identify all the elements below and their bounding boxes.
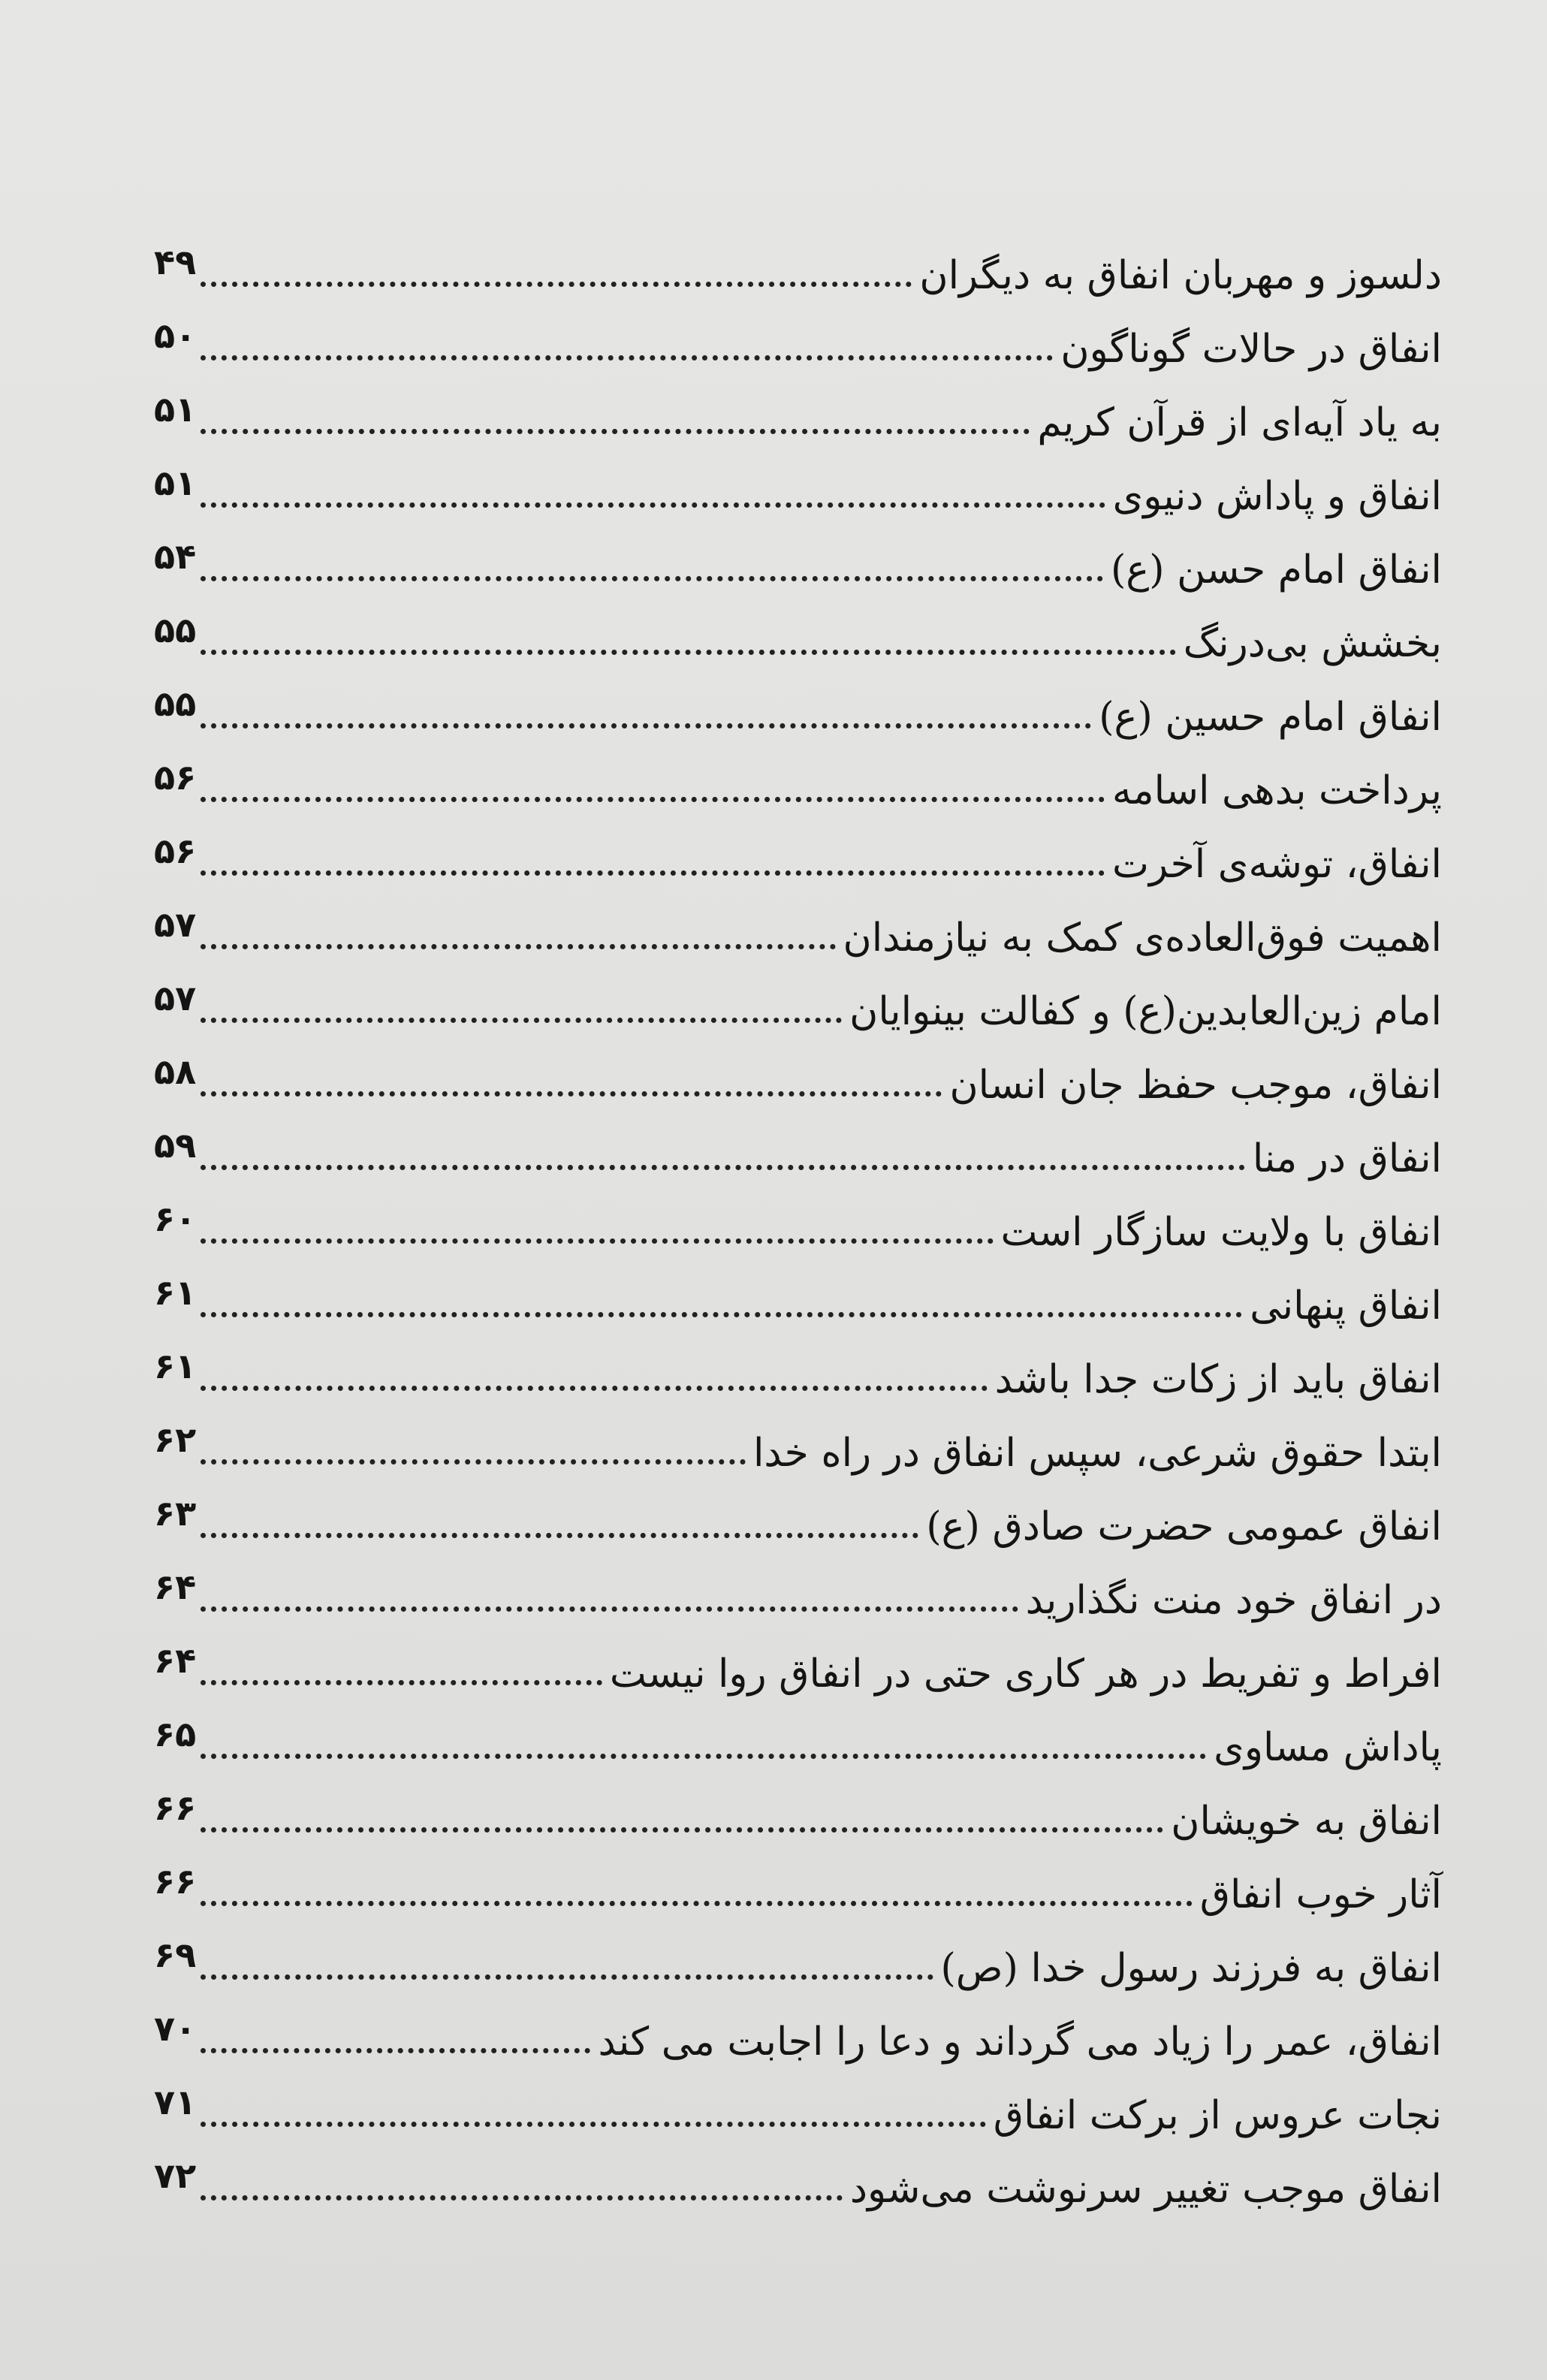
entry-title: امام زین‌العابدین(ع) و کفالت بینوایان xyxy=(849,989,1442,1035)
entry-title: انفاق در حالات گوناگون xyxy=(1060,327,1442,373)
toc-entry xyxy=(154,741,1442,814)
toc-entry xyxy=(154,814,1442,888)
entry-page-number: ۵۵ xyxy=(154,683,197,725)
entry-title: نجات عروس از برکت انفاق xyxy=(993,2093,1442,2139)
entry-title: انفاق باید از زکات جدا باشد xyxy=(994,1357,1442,1403)
entry-page-number: ۶۵ xyxy=(154,1714,197,1755)
entry-title: انفاق موجب تغییر سرنوشت می‌شود xyxy=(849,2167,1442,2213)
toc-entry xyxy=(154,446,1442,520)
entry-page-number: ۶۶ xyxy=(154,1861,197,1902)
dot-leader xyxy=(201,2122,986,2127)
toc-entry xyxy=(154,667,1442,741)
entry-page-number: ۷۲ xyxy=(154,2155,197,2197)
entry-page-number: ۵۰ xyxy=(154,315,197,357)
entry-title: پاداش مساوی xyxy=(1214,1725,1442,1771)
dot-leader xyxy=(201,797,1105,802)
toc-entry xyxy=(154,1256,1442,1329)
entry-title: انفاق، موجب حفظ جان انسان xyxy=(949,1063,1442,1109)
dot-leader xyxy=(201,429,1030,434)
entry-title: انفاق در منا xyxy=(1252,1136,1442,1182)
dot-leader xyxy=(201,650,1175,655)
toc-entry xyxy=(154,1477,1442,1550)
table-of-contents xyxy=(154,225,1442,2213)
toc-entry xyxy=(154,1403,1442,1477)
entry-page-number: ۶۱ xyxy=(154,1272,197,1314)
entry-title: انفاق عمومی حضرت صادق (ع) xyxy=(926,1504,1442,1550)
entry-title: انفاق امام حسین (ع) xyxy=(1099,695,1442,741)
toc-entry xyxy=(154,1992,1442,2065)
dot-leader xyxy=(201,282,912,287)
entry-title: به یاد آیه‌ای از قرآن کریم xyxy=(1037,400,1442,446)
entry-page-number: ۴۹ xyxy=(154,242,197,283)
entry-title: ابتدا حقوق شرعی، سپس انفاق در راه خدا xyxy=(752,1431,1442,1477)
entry-title: انفاق، عمر را زیاد می گرداند و دعا را اجابت می کند xyxy=(598,2020,1442,2065)
entry-page-number: ۶۹ xyxy=(154,1935,197,1976)
entry-title: در انفاق خود منت نگذارید xyxy=(1025,1578,1442,1624)
entry-title: پرداخت بدهی اسامه xyxy=(1111,768,1442,814)
entry-page-number: ۶۱ xyxy=(154,1346,197,1387)
dot-leader xyxy=(201,1386,987,1391)
entry-page-number: ۵۴ xyxy=(154,536,197,578)
dot-leader xyxy=(201,1091,942,1096)
dot-leader xyxy=(201,1312,1242,1317)
entry-title: انفاق و پاداش دنیوی xyxy=(1112,474,1442,520)
toc-entry xyxy=(154,1329,1442,1403)
dot-leader xyxy=(201,1606,1018,1612)
toc-entry xyxy=(154,1550,1442,1624)
dot-leader xyxy=(201,355,1053,360)
dot-leader xyxy=(201,576,1103,581)
dot-leader xyxy=(201,1827,1163,1833)
entry-page-number: ۶۳ xyxy=(154,1493,197,1534)
dot-leader xyxy=(201,1680,602,1685)
toc-entry xyxy=(154,225,1442,299)
entry-page-number: ۶۶ xyxy=(154,1787,197,1829)
toc-entry xyxy=(154,961,1442,1035)
dot-leader xyxy=(201,2195,843,2201)
toc-entry xyxy=(154,888,1442,961)
dot-leader xyxy=(201,1533,918,1538)
entry-page-number: ۵۶ xyxy=(154,831,197,872)
toc-entry xyxy=(154,1182,1442,1256)
dot-leader xyxy=(201,1238,993,1244)
dot-leader xyxy=(201,1165,1245,1170)
entry-page-number: ۶۲ xyxy=(154,1419,197,1461)
dot-leader xyxy=(201,1018,842,1023)
entry-title: اهمیت فوق‌العاده‌ی کمک به نیازمندان xyxy=(843,916,1442,961)
entry-title: انفاق امام حسن (ع) xyxy=(1110,547,1442,593)
dot-leader xyxy=(201,502,1105,508)
entry-page-number: ۵۷ xyxy=(154,978,197,1019)
dot-leader xyxy=(201,1459,746,1464)
entry-page-number: ۷۰ xyxy=(154,2008,197,2050)
entry-title: انفاق به فرزند رسول خدا (ص) xyxy=(940,1946,1442,1992)
toc-entry xyxy=(154,1697,1442,1771)
entry-page-number: ۵۶ xyxy=(154,757,197,798)
entry-page-number: ۶۰ xyxy=(154,1199,197,1240)
toc-entry xyxy=(154,1109,1442,1182)
entry-title: دلسوز و مهربان انفاق به دیگران xyxy=(919,253,1442,299)
dot-leader xyxy=(201,1754,1206,1759)
toc-entry xyxy=(154,1918,1442,1992)
entry-page-number: ۵۱ xyxy=(154,389,197,430)
dot-leader xyxy=(201,2048,590,2053)
entry-title: انفاق، توشه‌ی آخرت xyxy=(1112,842,1442,888)
toc-entry xyxy=(154,1771,1442,1845)
toc-entry xyxy=(154,2139,1442,2213)
entry-page-number: ۵۸ xyxy=(154,1051,197,1093)
toc-entry xyxy=(154,593,1442,667)
entry-title: آثار خوب انفاق xyxy=(1199,1872,1442,1918)
toc-entry xyxy=(154,1845,1442,1918)
entry-title: افراط و تفریط در هر کاری حتی در انفاق روا نیست xyxy=(609,1652,1442,1697)
entry-page-number: ۵۱ xyxy=(154,463,197,504)
toc-entry xyxy=(154,520,1442,593)
dot-leader xyxy=(201,870,1105,876)
dot-leader xyxy=(201,944,835,949)
entry-page-number: ۵۵ xyxy=(154,610,197,651)
dot-leader xyxy=(201,1974,933,1980)
entry-title: انفاق پنهانی xyxy=(1250,1284,1442,1329)
toc-entry xyxy=(154,2065,1442,2139)
toc-entry xyxy=(154,299,1442,373)
toc-entry xyxy=(154,373,1442,446)
dot-leader xyxy=(201,1901,1193,1906)
entry-title: بخشش بی‌درنگ xyxy=(1183,621,1442,667)
toc-entry xyxy=(154,1035,1442,1109)
dot-leader xyxy=(201,723,1091,728)
entry-page-number: ۵۷ xyxy=(154,904,197,946)
entry-page-number: ۷۱ xyxy=(154,2082,197,2123)
entry-page-number: ۵۹ xyxy=(154,1125,197,1166)
toc-entry xyxy=(154,1624,1442,1697)
entry-title: انفاق با ولایت سازگار است xyxy=(1000,1210,1442,1256)
entry-page-number: ۶۴ xyxy=(154,1567,197,1608)
entry-page-number: ۶۴ xyxy=(154,1640,197,1682)
entry-title: انفاق به خویشان xyxy=(1171,1799,1442,1845)
